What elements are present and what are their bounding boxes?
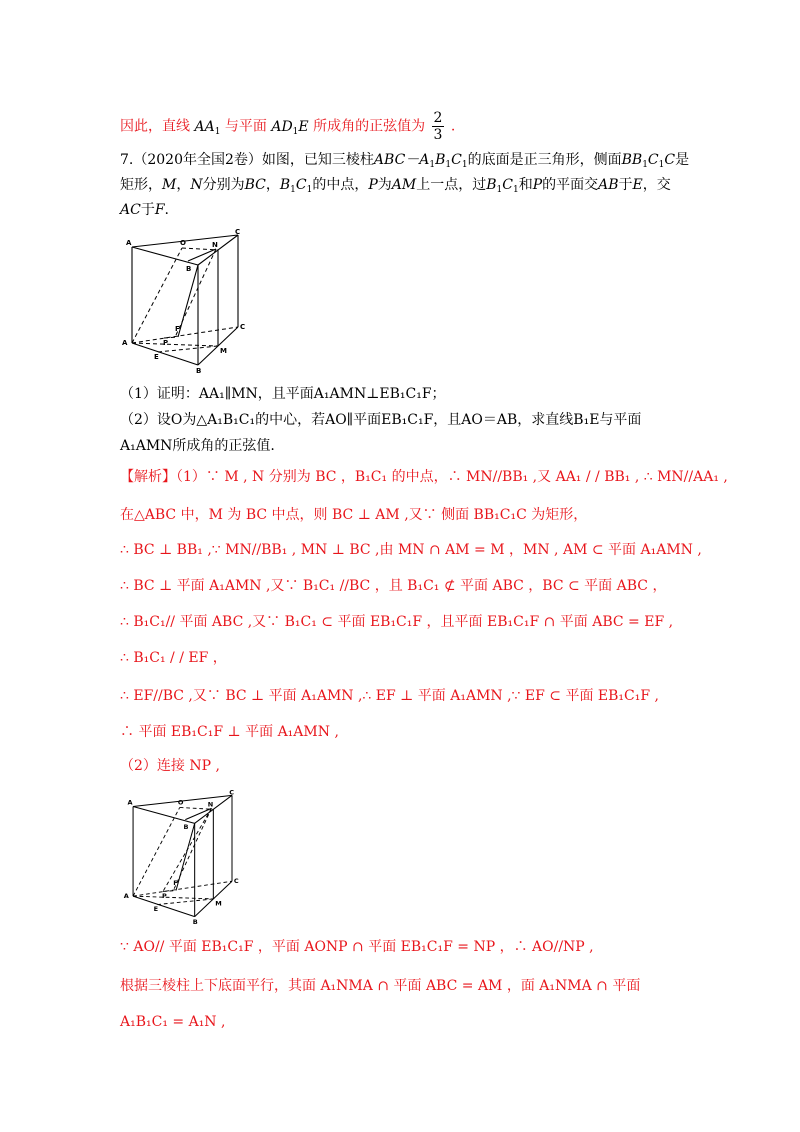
solution-line-6: ∴ B₁C₁ / / EF ， xyxy=(120,650,227,666)
label-e: E xyxy=(154,353,159,361)
solution-line-5: ∴ B₁C₁// 平面 ABC ,又∵ B₁C₁ ⊂ 平面 EB₁C₁F ，且平面 EB₁C₁F ∩ 平面 ABC = EF , xyxy=(120,614,674,630)
face-name-c1: C xyxy=(647,152,659,168)
fraction-numerator: 2 xyxy=(433,110,443,126)
t: E xyxy=(632,177,643,193)
solution-line-10: ∵ AO// 平面 EB₁C₁F ，平面 AONP ∩ 平面 EB₁C₁F = NP ，∴ AO//NP , xyxy=(120,939,594,955)
problem-line-2: 矩形，M，N分别为BC，$B_1C_1$的中点，P为AM上一点，过$B_1C_1$和P的平面交AB于E，交 xyxy=(120,177,671,195)
label-b1: B xyxy=(186,265,192,273)
solution-line-11: 根据三棱柱上下底面平行，其面 A₁NMA ∩ 平面 ABC = AM ，面 A₁NMA ∩ 平面 xyxy=(120,978,641,994)
t: 为 xyxy=(377,177,392,193)
t: 分别为 xyxy=(202,177,245,193)
t: 的平面交 xyxy=(542,177,599,193)
solution-line-1 xyxy=(120,467,728,487)
plane-ad1e-tail: E xyxy=(298,118,309,135)
label-m: M xyxy=(220,347,227,355)
t: 于 xyxy=(618,177,633,193)
conclusion-line xyxy=(120,110,455,143)
fraction-denominator: 3 xyxy=(433,127,443,143)
t: AM xyxy=(391,177,417,193)
t: B xyxy=(279,177,291,193)
label-m: M xyxy=(215,899,222,908)
label-c1: C xyxy=(229,788,234,797)
conclusion-text-suffix: 所成角的正弦值为 xyxy=(313,118,426,135)
t: N xyxy=(190,177,203,193)
subscript: 1 xyxy=(292,126,299,137)
t: 矩形， xyxy=(120,177,162,193)
label-n: N xyxy=(207,800,214,809)
solution-line-7: ∴ EF//BC ,又∵ BC ⊥ 平面 A₁AMN ,∴ EF ⊥ 平面 A₁AMN ,∵ EF ⊂ 平面 EB₁C₁F , xyxy=(120,688,659,704)
label-b1: B xyxy=(183,822,189,831)
solution-text: （1）∵ M , N 分别为 BC ，B₁C₁ 的中点，∴ MN//BB₁ ,又 AA₁ / / BB₁ , ∴ MN//AA₁ , xyxy=(176,469,728,485)
solution-line-8: ∴ 平面 EB₁C₁F ⊥ 平面 A₁AMN , xyxy=(120,724,339,740)
label-o: O xyxy=(177,798,184,807)
problem-text-2: 的底面是正三角形，侧面 xyxy=(467,152,622,168)
label-a1: A xyxy=(126,239,132,247)
solution-line-12: A₁B₁C₁ = A₁N , xyxy=(120,1014,226,1030)
label-c1: C xyxy=(235,228,241,236)
solution-line-3: ∴ BC ⊥ BB₁ ,∵ MN//BB₁ , MN ⊥ BC ,由 MN ∩ AM = M ，MN , AM ⊂ 平面 A₁AMN , xyxy=(120,542,702,558)
t: 和 xyxy=(518,177,533,193)
label-p: P xyxy=(163,339,169,347)
prism-name-b: B xyxy=(435,152,446,168)
t: P xyxy=(368,177,378,193)
fraction-two-thirds xyxy=(432,110,445,143)
t: ， xyxy=(176,177,191,193)
t: 于 xyxy=(140,202,155,218)
question-1: （1）证明：AA₁∥MN，且平面A₁AMN⊥EB₁C₁F； xyxy=(120,386,446,402)
t: 的中点， xyxy=(312,177,369,193)
t: C xyxy=(502,177,513,193)
t: BC xyxy=(244,177,266,193)
label-c: C xyxy=(240,323,246,331)
t: ， xyxy=(265,177,280,193)
label-f: F xyxy=(175,325,180,333)
face-name: BB xyxy=(621,152,643,168)
label-f: F xyxy=(173,878,178,887)
t: 上一点，过 xyxy=(416,177,487,193)
t: P xyxy=(532,177,543,193)
problem-text-3: 是 xyxy=(675,152,690,168)
period: . xyxy=(450,118,456,135)
solution-tag: 【解析】 xyxy=(120,469,176,485)
problem-text: 7.（2020年全国2卷）如图，已知三棱柱 xyxy=(120,152,374,168)
label-a1: A xyxy=(127,798,133,807)
label-c: C xyxy=(233,877,239,886)
subscript: 1 xyxy=(214,126,221,137)
prism-figure-2 xyxy=(118,786,248,926)
label-a: A xyxy=(123,892,129,900)
label-b: B xyxy=(196,367,202,375)
t: AC xyxy=(120,202,141,218)
prism-figure-1 xyxy=(118,225,253,375)
t: B xyxy=(486,177,497,193)
question-2-line-2: A₁AMN所成角的正弦值. xyxy=(120,438,275,454)
t: AB xyxy=(598,177,619,193)
label-a: A xyxy=(122,339,128,347)
solution-line-2: 在△ABC 中，M 为 BC 中点，则 BC ⊥ AM ,又∵ 侧面 BB₁C₁C 为矩形， xyxy=(120,507,588,523)
t: ，交 xyxy=(642,177,671,193)
solution-line-9: （2）连接 NP , xyxy=(120,758,220,774)
label-o: O xyxy=(180,239,186,247)
problem-line-3 xyxy=(120,200,169,220)
label-n: N xyxy=(212,241,218,249)
line-aa1: AA xyxy=(194,118,215,135)
t: M xyxy=(162,177,177,193)
prism-name-c: C xyxy=(451,152,462,168)
t: C xyxy=(295,177,307,193)
label-p: P xyxy=(162,892,167,900)
plane-ad1e: AD xyxy=(271,118,293,135)
t: . xyxy=(164,202,169,218)
label-e: E xyxy=(153,905,159,914)
question-2-line-1: （2）设O为△A₁B₁C₁的中心，若AO∥平面EB₁C₁F，且AO＝AB，求直线B₁E与平面 xyxy=(120,412,642,428)
face-name-c: C xyxy=(664,152,676,168)
conclusion-text: 因此，直线 xyxy=(120,118,190,135)
label-b: B xyxy=(192,918,198,926)
problem-line-1: 7.（2020年全国2卷）如图，已知三棱柱$ABC-A_1B_1C_1$的底面是正三角形，侧面$BB_1C_1C$是 xyxy=(120,152,690,170)
t: F xyxy=(154,202,165,218)
solution-line-4: ∴ BC ⊥ 平面 A₁AMN ,又∵ B₁C₁ //BC ，且 B₁C₁ ⊄ 平面 ABC ，BC ⊂ 平面 ABC ， xyxy=(120,578,667,594)
prism-name: ABC－A xyxy=(373,152,430,168)
conclusion-text-mid: 与平面 xyxy=(224,118,267,135)
